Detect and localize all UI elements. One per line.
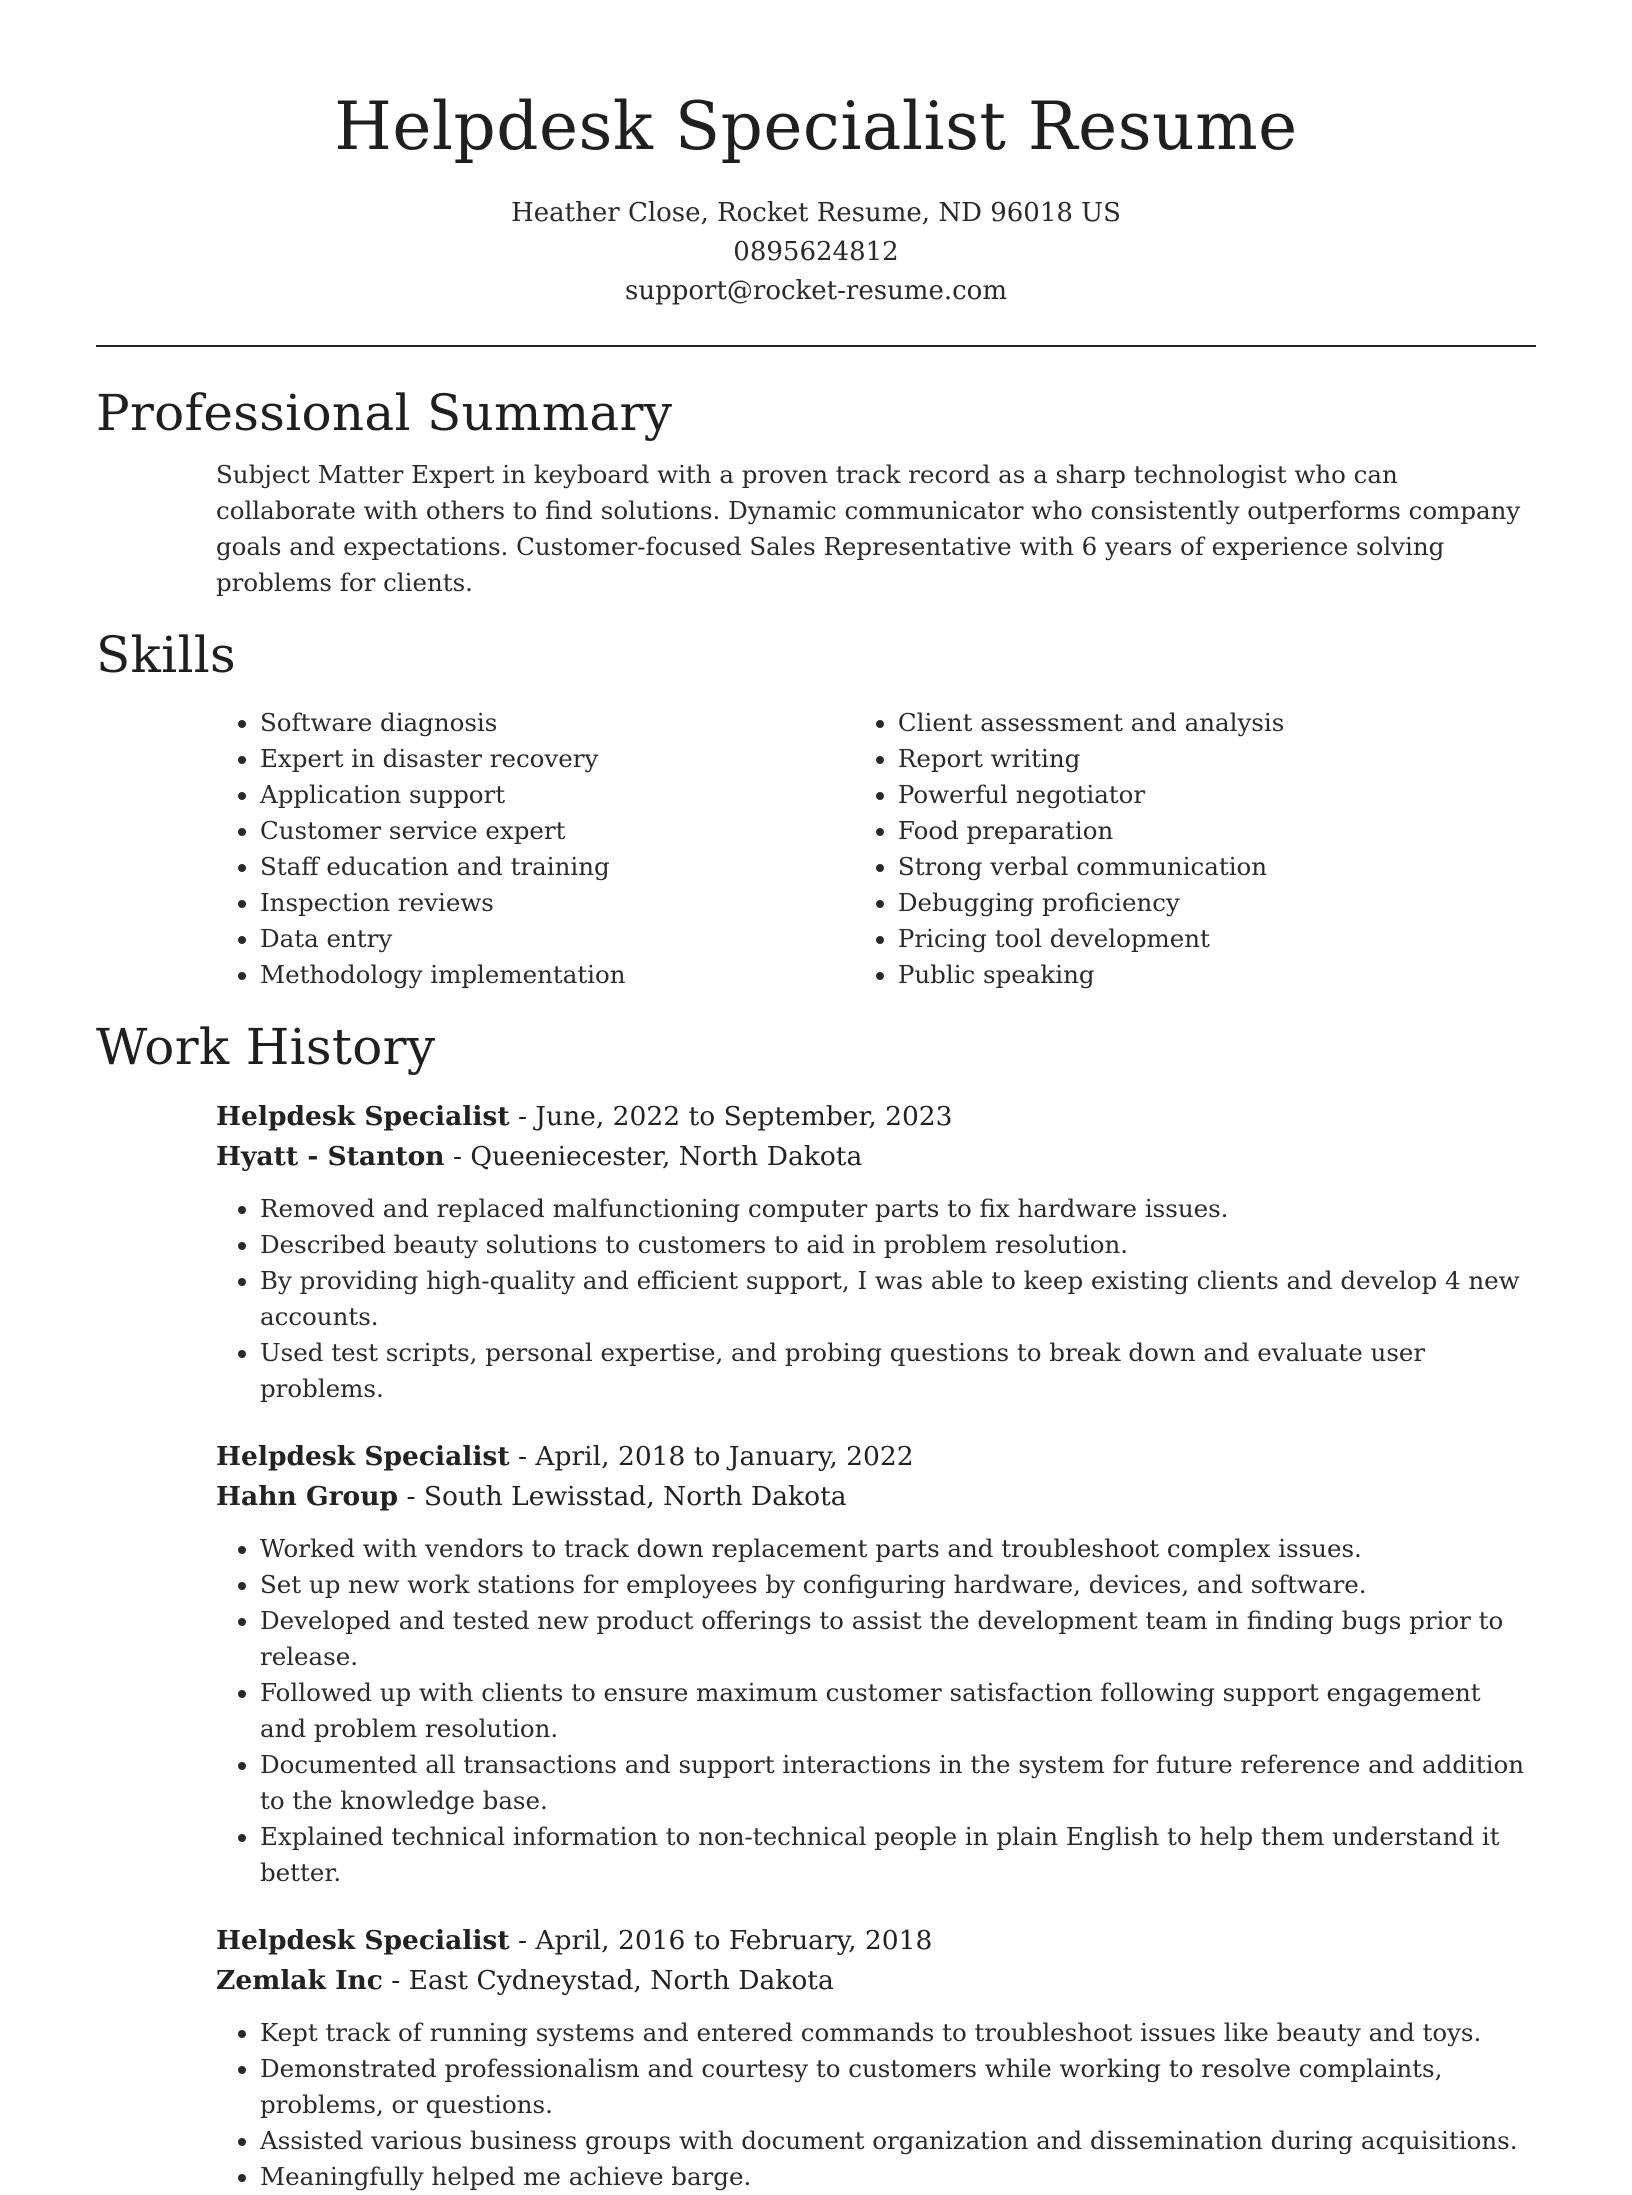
section-title-summary: Professional Summary — [96, 384, 673, 442]
job-title-line — [216, 1437, 1536, 1477]
job-bullet: • Demonstrated professionalism and courtesy to customers while working to resolve complaints, problems, or questions. — [260, 2051, 1536, 2123]
skill-item: • Public speaking — [898, 957, 1536, 993]
job-bullet: • Documented all transactions and support interactions in the system for future reference and addition to the knowledge base. — [260, 1747, 1536, 1819]
skill-item: • Application support — [260, 777, 854, 813]
job-bullet-list — [216, 1531, 1536, 1891]
job-entry — [216, 1921, 1536, 2195]
job-bullet: • Used test scripts, personal expertise, and probing questions to break down and evaluate user problems. — [260, 1335, 1536, 1407]
job-bullet: • By providing high-quality and efficient support, I was able to keep existing clients and develop 4 new accounts. — [260, 1263, 1536, 1335]
contact-phone: 0895624812 — [733, 237, 899, 267]
skills-list-left — [216, 705, 854, 993]
section-title-skills: Skills — [96, 626, 236, 684]
skill-item: • Data entry — [260, 921, 854, 957]
skill-item: • Debugging proficiency — [898, 885, 1536, 921]
job-location: - East Cydneystad, North Dakota — [382, 1965, 834, 1996]
skills-columns — [216, 705, 1536, 993]
job-title-line — [216, 1921, 1536, 1961]
job-role: Helpdesk Specialist — [216, 1441, 510, 1472]
job-bullet: • Explained technical information to non-technical people in plain English to help them understand it better. — [260, 1819, 1536, 1891]
skill-item: • Staff education and training — [260, 849, 854, 885]
job-dates: - June, 2022 to September, 2023 — [509, 1101, 953, 1132]
job-bullet: • Set up new work stations for employees by configuring hardware, devices, and software. — [260, 1567, 1536, 1603]
skill-item: • Inspection reviews — [260, 885, 854, 921]
job-bullet-list — [216, 2015, 1536, 2195]
job-role: Helpdesk Specialist — [216, 1925, 510, 1956]
job-bullet: • Developed and tested new product offerings to assist the development team in finding bugs prior to release. — [260, 1603, 1536, 1675]
job-company: Hyatt - Stanton — [216, 1141, 445, 1172]
job-bullet: • Assisted various business groups with document organization and dissemination during acquisitions. — [260, 2123, 1536, 2159]
job-bullet: • Described beauty solutions to customers to aid in problem resolution. — [260, 1227, 1536, 1263]
header-divider — [96, 345, 1536, 347]
skill-item: • Food preparation — [898, 813, 1536, 849]
professional-summary-section — [96, 381, 1536, 601]
job-company-line — [216, 1477, 1536, 1517]
job-location: - Queeniecester, North Dakota — [444, 1141, 863, 1172]
job-title-line — [216, 1097, 1536, 1137]
skill-item: • Expert in disaster recovery — [260, 741, 854, 777]
resume-title: Helpdesk Specialist Resume — [334, 88, 1298, 165]
job-bullet-list — [216, 1191, 1536, 1407]
job-bullet: • Kept track of running systems and entered commands to troubleshoot issues like beauty and toys. — [260, 2015, 1536, 2051]
job-company-line — [216, 1137, 1536, 1177]
skills-list-right — [854, 705, 1536, 993]
skill-item: • Report writing — [898, 741, 1536, 777]
job-location: - South Lewisstad, North Dakota — [398, 1481, 847, 1512]
job-dates: - April, 2018 to January, 2022 — [509, 1441, 914, 1472]
contact-block — [96, 194, 1536, 311]
contact-email: support@rocket-resume.com — [624, 276, 1007, 306]
contact-address: Heather Close, Rocket Resume, ND 96018 US — [511, 198, 1121, 228]
job-entry — [216, 1437, 1536, 1891]
job-bullet: • Meaningfully helped me achieve barge. — [260, 2159, 1536, 2195]
skill-item: • Powerful negotiator — [898, 777, 1536, 813]
job-company-line — [216, 1961, 1536, 2001]
job-bullet: • Removed and replaced malfunctioning computer parts to fix hardware issues. — [260, 1191, 1536, 1227]
resume-page — [96, 0, 1536, 2195]
skill-item: • Strong verbal communication — [898, 849, 1536, 885]
section-title-work-history: Work History — [96, 1018, 436, 1076]
job-company: Zemlak Inc — [216, 1965, 383, 1996]
skills-section — [96, 623, 1536, 993]
skill-item: • Client assessment and analysis — [898, 705, 1536, 741]
skill-item: • Methodology implementation — [260, 957, 854, 993]
job-dates: - April, 2016 to February, 2018 — [509, 1925, 933, 1956]
job-role: Helpdesk Specialist — [216, 1101, 510, 1132]
job-company: Hahn Group — [216, 1481, 399, 1512]
skill-item: • Customer service expert — [260, 813, 854, 849]
skill-item: • Software diagnosis — [260, 705, 854, 741]
skill-item: • Pricing tool development — [898, 921, 1536, 957]
job-bullet: • Worked with vendors to track down replacement parts and troubleshoot complex issues. — [260, 1531, 1536, 1567]
work-history-section — [96, 1015, 1536, 2195]
job-bullet: • Followed up with clients to ensure maximum customer satisfaction following support engagement and problem resolution. — [260, 1675, 1536, 1747]
job-entry — [216, 1097, 1536, 1407]
summary-text: Subject Matter Expert in keyboard with a proven track record as a sharp technologist who can collaborate with others to find solutions. Dynamic communicator who consistently outperforms company goals and expectations. Customer-focused Sales Representative with 6 years of experience solving problems for clients. — [216, 460, 1521, 597]
